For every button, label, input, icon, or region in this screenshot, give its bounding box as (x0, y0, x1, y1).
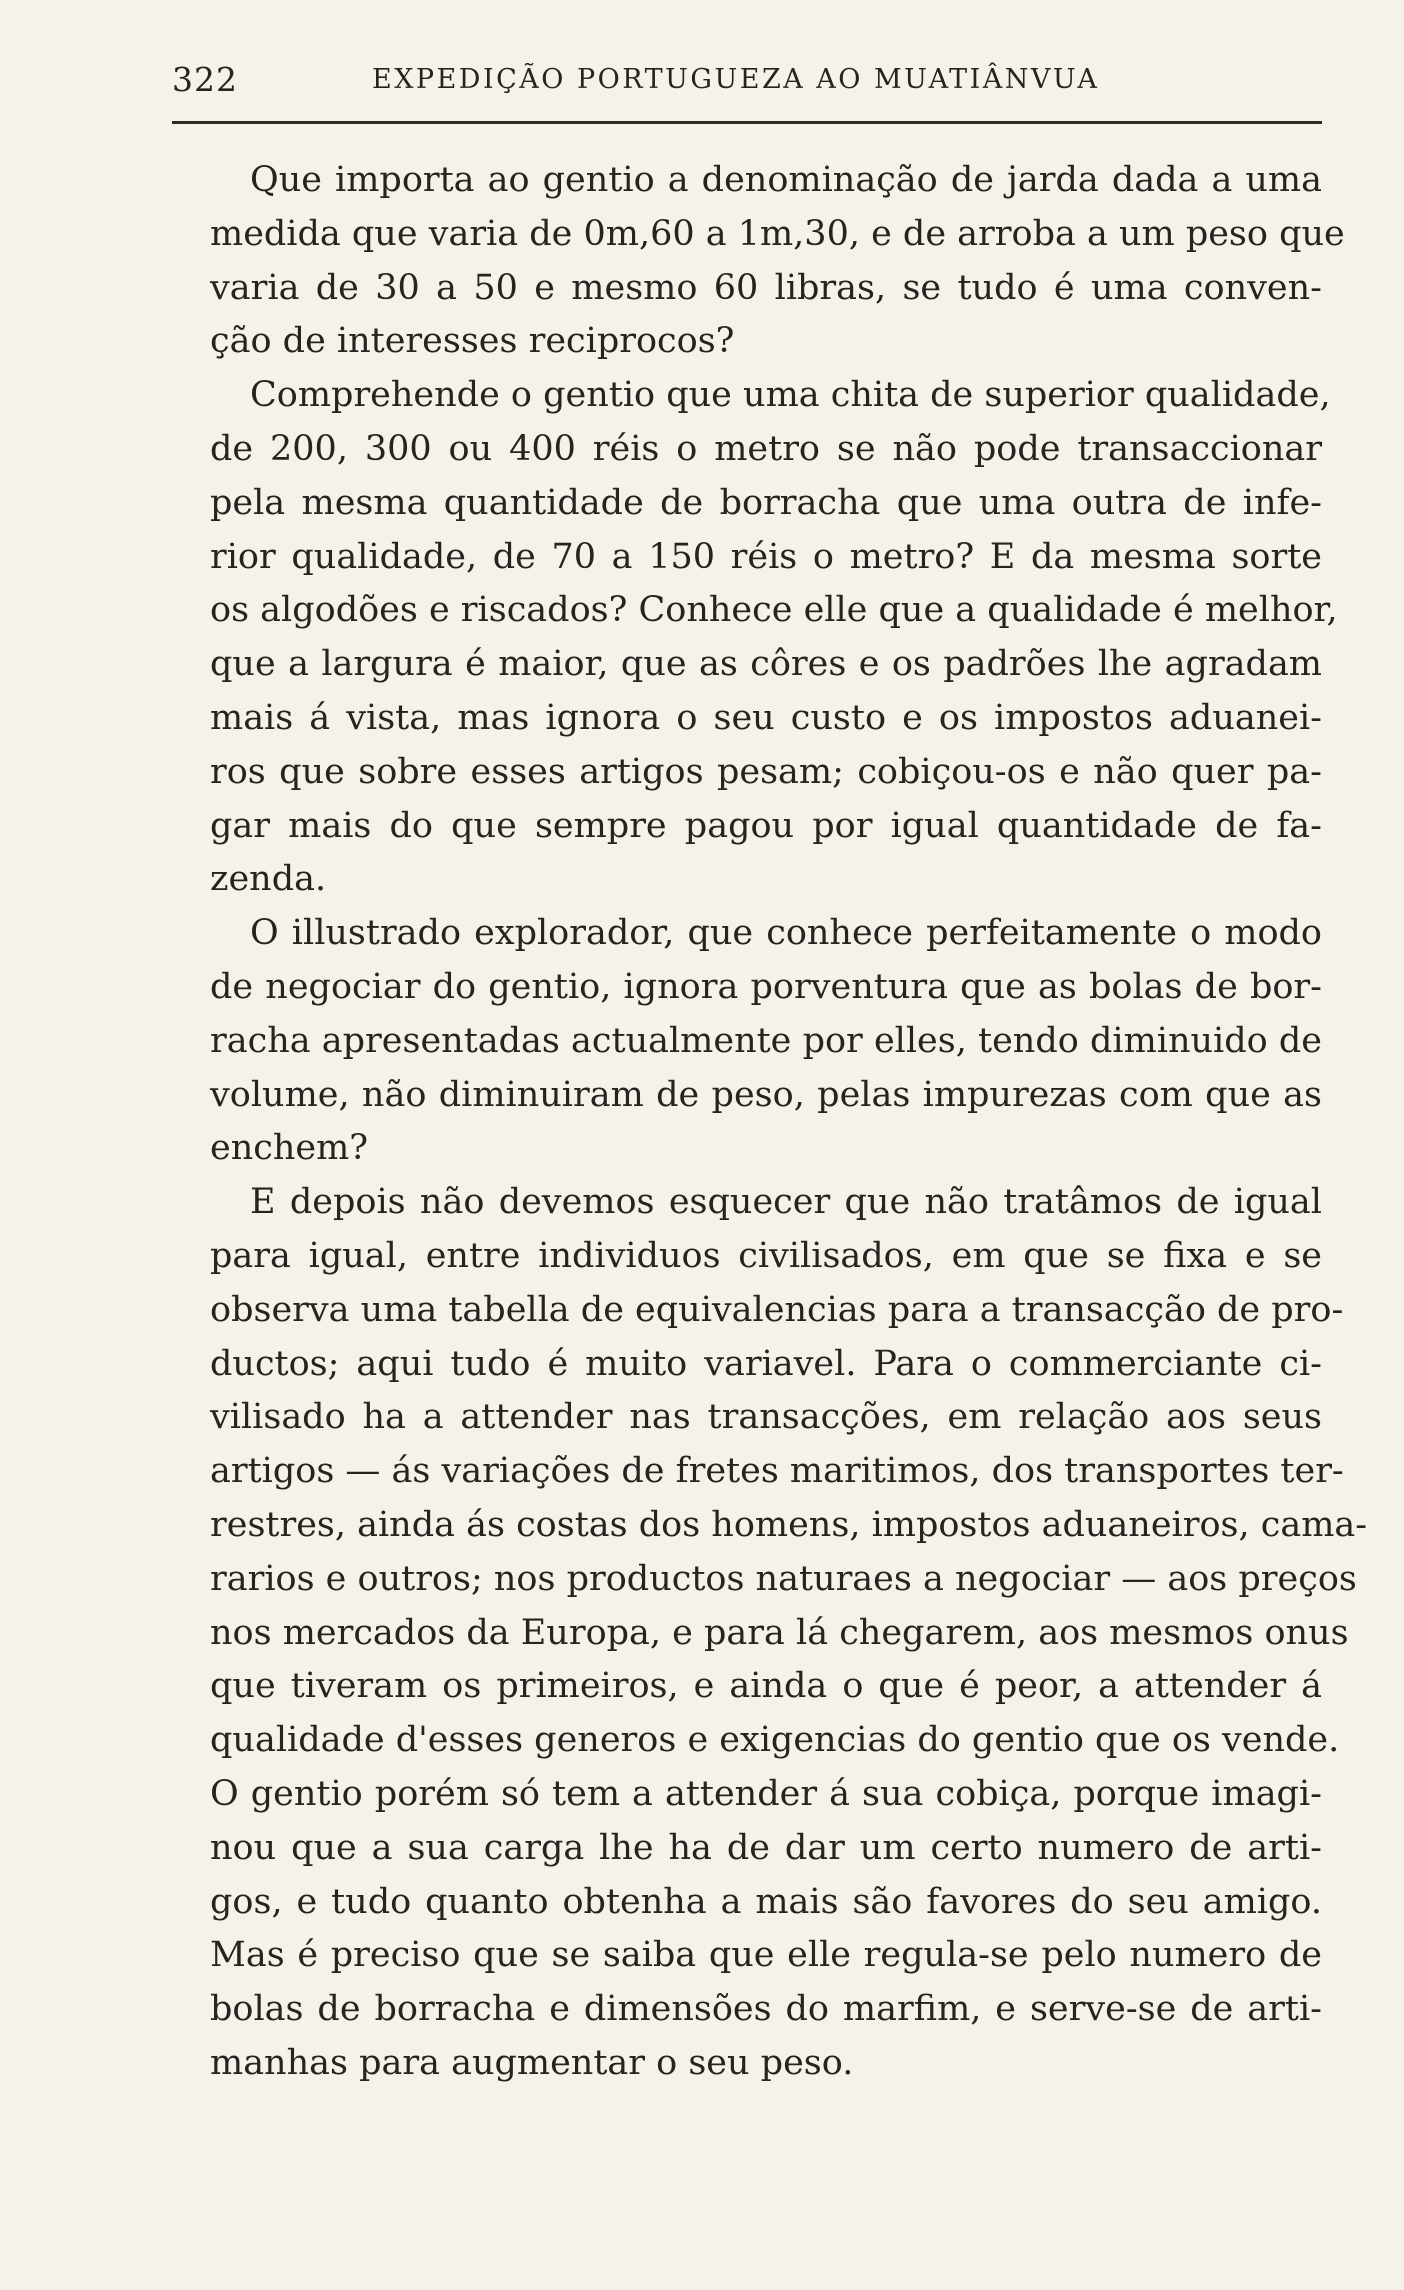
text-line: de 200, 300 ou 400 réis o metro se não pode transaccionar (210, 428, 1322, 469)
text-line: racha apresentadas actualmente por elles, tendo diminuido de (210, 1020, 1322, 1061)
text-line: mais á vista, mas ignora o seu custo e os impostos aduanei- (210, 697, 1322, 738)
text-line: enchem? (210, 1128, 369, 1169)
text-line: O illustrado explorador, que conhece perfeitamente o modo (250, 913, 1322, 954)
text-line: ductos; aqui tudo é muito variavel. Para o commerciante ci- (210, 1343, 1322, 1384)
page-number: 322 (172, 60, 238, 99)
text-line: varia de 30 a 50 e mesmo 60 libras, se tudo é uma conven- (210, 267, 1322, 308)
text-line: artigos — ás variações de fretes maritimos, dos transportes ter- (210, 1451, 1344, 1492)
text-line: zenda. (210, 859, 327, 900)
text-line: medida que varia de 0m,60 a 1m,30, e de arroba a um peso que (210, 213, 1345, 254)
text-line: ros que sobre esses artigos pesam; cobiçou-os e não quer pa- (210, 751, 1322, 792)
text-line: O gentio porém só tem a attender á sua cobiça, porque imagi- (210, 1773, 1322, 1814)
text-line: que tiveram os primeiros, e ainda o que é peor, a attender á (210, 1666, 1322, 1707)
paragraph-3 (172, 907, 1322, 1176)
text-line: nos mercados da Europa, e para lá chegarem, aos mesmos onus (210, 1612, 1349, 1653)
text-line: Mas é preciso que se saiba que elle regula-se pelo numero de (210, 1935, 1322, 1976)
text-line: ção de interesses reciprocos? (210, 321, 735, 362)
text-line: pela mesma quantidade de borracha que uma outra de infe- (210, 482, 1322, 523)
running-head (172, 54, 1322, 104)
text-line: rior qualidade, de 70 a 150 réis o metro? E da mesma sorte (210, 536, 1322, 577)
paragraph-1 (172, 154, 1345, 369)
text-line: Que importa ao gentio a denominação de jarda dada a uma (250, 160, 1322, 200)
text-line: restres, ainda ás costas dos homens, impostos aduaneiros, cama- (210, 1504, 1368, 1545)
text-line: qualidade d'esses generos e exigencias do gentio que os vende. (210, 1720, 1340, 1761)
text-line: gos, e tudo quanto obtenha a mais são favores do seu amigo. (210, 1881, 1322, 1922)
body-text (172, 154, 1368, 2091)
paragraph-2 (172, 369, 1338, 907)
text-line: manhas para augmentar o seu peso. (210, 2042, 854, 2083)
paragraph-4 (172, 1176, 1368, 2091)
text-line: de negociar do gentio, ignora porventura que as bolas de bor- (210, 966, 1322, 1007)
text-line: volume, não diminuiram de peso, pelas impurezas com que as (210, 1074, 1322, 1115)
text-line: vilisado ha a attender nas transacções, em relação aos seus (210, 1397, 1322, 1438)
text-line: rarios e outros; nos productos naturaes a negociar — aos preços (210, 1558, 1357, 1599)
text-line: Comprehende o gentio que uma chita de superior qualidade, (250, 375, 1331, 416)
running-title: EXPEDIÇÃO PORTUGUEZA AO MUATIÂNVUA (372, 64, 1100, 95)
text-line: os algodões e riscados? Conhece elle que a qualidade é melhor, (210, 590, 1338, 631)
text-line: observa uma tabella de equivalencias para a transacção de pro- (210, 1289, 1344, 1330)
text-line: gar mais do que sempre pagou por igual quantidade de fa- (210, 805, 1322, 846)
text-line: bolas de borracha e dimensões do marfim, e serve-se de arti- (210, 1989, 1322, 2030)
text-line: que a largura é maior, que as côres e os padrões lhe agradam (210, 644, 1322, 685)
header-rule (172, 121, 1322, 124)
text-line: para igual, entre individuos civilisados, em que se fixa e se (210, 1235, 1322, 1276)
text-line: E depois não devemos esquecer que não tratâmos de igual (250, 1182, 1322, 1223)
text-line: nou que a sua carga lhe ha de dar um certo numero de arti- (210, 1827, 1322, 1868)
